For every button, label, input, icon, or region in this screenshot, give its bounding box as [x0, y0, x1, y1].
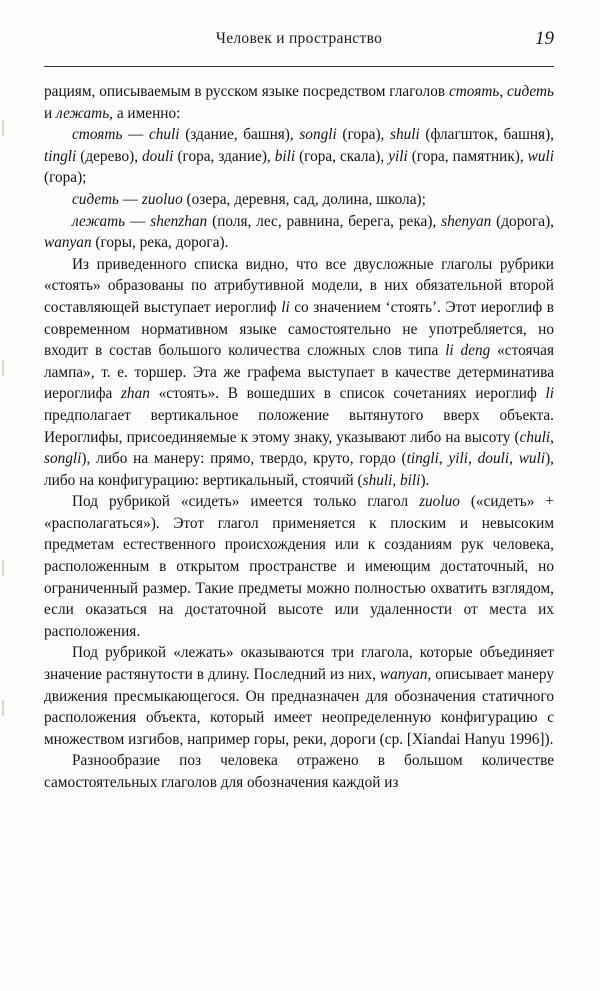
page-edge-marks	[2, 0, 14, 991]
paragraph-analysis-sidet: Под рубрикой «сидеть» имеется только глагол zuoluo («сидеть» + «располагаться»). Этот глагол применяется к плоским и невысоким предметам естественного происхождения или к созданиям рук человека, расположенным в открытом пространстве и имеющим достаточный, но ограниченный размер. Такие предметы можно полностью охватить взглядом, если оказаться на достаточной высоте или удаленности от места их расположения.	[44, 493, 554, 640]
paragraph-list-lezhat: лежать — shenzhan (поля, лес, равнина, берега, река), shenyan (дорога), wanyan (горы, река, дорога).	[44, 212, 554, 252]
paragraph-list-sidet: сидеть — zuoluo (озера, деревня, сад, долина, школа);	[72, 190, 426, 208]
page-number: 19	[535, 28, 554, 49]
paragraph-continuation: рациям, описываемым в русском языке посредством глаголов стоять, сидеть и лежать, а именно:	[44, 83, 554, 122]
header-rule	[44, 66, 554, 67]
paragraph-list-stoyat: стоять — chuli (здание, башня), songli (гора), shuli (флагшток, башня), tingli (дерево), douli (гора, здание), bili (гора, скала), yili (гора, памятник), wuli (гора);	[44, 126, 554, 187]
running-title: Человек и пространство	[215, 30, 383, 47]
body-text	[44, 81, 554, 794]
page-header	[44, 28, 554, 62]
paragraph-poses: Разнообразие поз человека отражено в большом количестве самостоятельных глаголов для обозначения каждой из	[44, 752, 554, 791]
paragraph-analysis-lezhat: Под рубрикой «лежать» оказываются три глагола, которые объединяет значение растянутости в длину. Последний из них, wanyan, описывает манеру движения пресмыкающегося. Он предназначен для обозначения статичного расположения объекта, который имеет неопределенную конфигурацию с множеством изгибов, например горы, реки, дороги (ср. [Xiandai Hanyu 1996]).	[44, 644, 554, 748]
paragraph-analysis-stoyat: Из приведенного списка видно, что все двусложные глаголы рубрики «стоять» образованы по атрибутивной модели, в них обязательной второй составляющей выступает иероглиф li со значением ‘стоять’. Этот иероглиф в современном нормативном языке самостоятельно не употребляется, но входит в состав большого количества сложных слов типа li deng «стоячая лампа», т. е. торшер. Эта же графема выступает в качестве детерминатива иероглифа zhan «стоять». В вошедших в список сочетаниях иероглиф li предполагает вертикальное положение вытянутого вверх объекта. Иероглифы, присоединяемые к этому знаку, указывают либо на высоту (chuli, songli), либо на манеру: прямо, твердо, круто, гордо (tingli, yili, douli, wuli), либо на конфигурацию: вертикальный, стоячий (shuli, bili).	[44, 255, 554, 489]
